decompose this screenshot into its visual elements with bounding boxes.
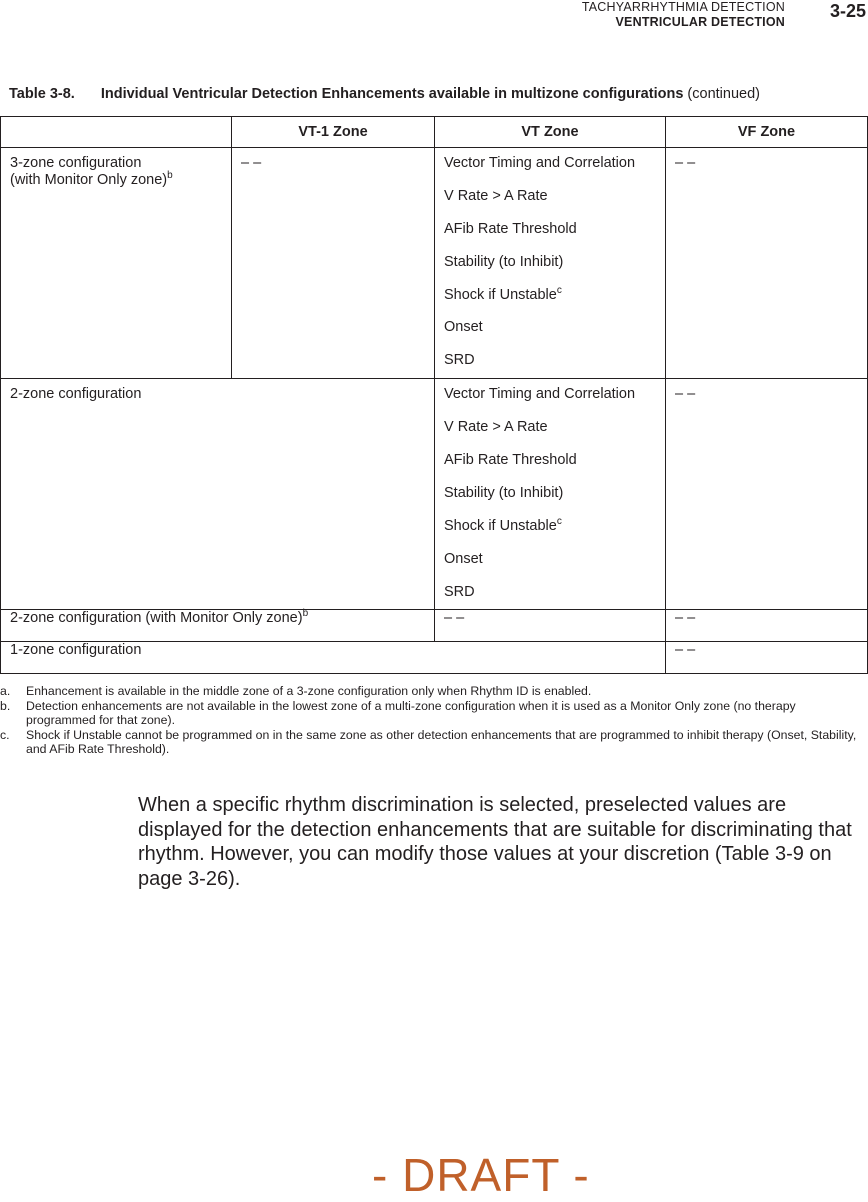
row-label: 1-zone configuration [1,642,666,674]
vf-cell: – – [666,642,868,674]
footnote-ref: b [302,608,309,620]
table-row [1,642,868,674]
enhancement-item: SRD [444,352,475,369]
enhancement-item: Onset [444,319,483,336]
vt1-cell: – – [232,148,435,379]
footnote-ref: c [556,284,562,296]
enhancement-item: Vector Timing and Correlation [444,155,636,171]
column-header-vt1: VT-1 Zone [232,117,435,148]
enhancement-item: Stability (to Inhibit) [444,484,564,501]
column-header-vf: VF Zone [666,117,868,148]
footnote [0,728,860,757]
table-title: Individual Ventricular Detection Enhancements available in multizone configurations [100,86,684,102]
footnote-text: Enhancement is available in the middle zone of a 3-zone configuration only when Rhythm ID is enabled. [26,684,592,698]
page-number: 3-25 [829,1,866,21]
chapter-title: TACHYARRHYTHMIA DETECTION [581,0,785,14]
footnote [0,699,860,728]
footnote-text: Detection enhancements are not available in the lowest zone of a multi-zone configuration when it is used as a Monitor Only zone (no therapy programmed for that zone). [26,698,796,727]
column-header-vt: VT Zone [435,117,666,148]
enhancement-item: Stability (to Inhibit) [444,253,564,270]
vt-cell [435,148,666,379]
vf-cell: – – [666,148,868,379]
table-caption-suffix: (continued) [687,86,760,102]
footnote-ref: b [167,170,173,181]
row-label: 3-zone configuration (with Monitor Only zone)$^b$ [1,148,232,379]
footnote-mark: a. [0,684,11,698]
enhancements-table [0,116,868,674]
footnote-ref: c [556,515,562,527]
enhancement-item: Onset [444,550,483,567]
table-caption [9,86,760,102]
column-header-config [1,117,232,148]
table-row [1,379,868,610]
enhancement-item: AFib Rate Threshold [444,220,577,237]
row-label: 2-zone configuration [1,379,435,610]
row-label: 2-zone configuration (with Monitor Only zone)$^b$ [1,610,435,642]
footnote-mark: c. [0,727,10,742]
enhancement-item: SRD [444,583,475,600]
vf-cell: – – [666,379,868,610]
enhancement-item: Vector Timing and Correlation [444,386,636,403]
footnote [0,684,860,699]
footnote-text: Shock if Unstable cannot be programmed on in the same zone as other detection enhancements that are programmed to inhibit therapy (Onset, Stability, and AFib Rate Threshold). [26,727,857,756]
section-title: VENTRICULAR DETECTION [615,15,785,29]
enhancement-item: Shock if Unstable$^c$ [444,284,562,303]
footnote-mark: b. [0,698,11,713]
enhancement-item: V Rate > A Rate [444,419,548,436]
body-paragraph: When a specific rhythm discrimination is selected, preselected values are displayed for the detection enhancements that are suitable for discriminating that rhythm. However, you can modify those values at your discretion (Table 3-9 on page 3-26). [138,794,852,890]
draft-watermark: - DRAFT - [372,1149,590,1201]
table-row [1,148,868,379]
enhancement-item: V Rate > A Rate [444,187,548,204]
vt-cell: – – [435,610,666,642]
enhancement-item: AFib Rate Threshold [444,452,577,469]
vf-cell: – – [666,610,868,642]
table-header-row [1,117,868,148]
table-number: Table 3-8. [9,86,75,102]
table-footnotes [0,684,860,757]
vt-cell [435,379,666,610]
running-header [582,0,785,30]
table-row [1,610,868,642]
enhancement-item: Shock if Unstable$^c$ [444,515,562,534]
